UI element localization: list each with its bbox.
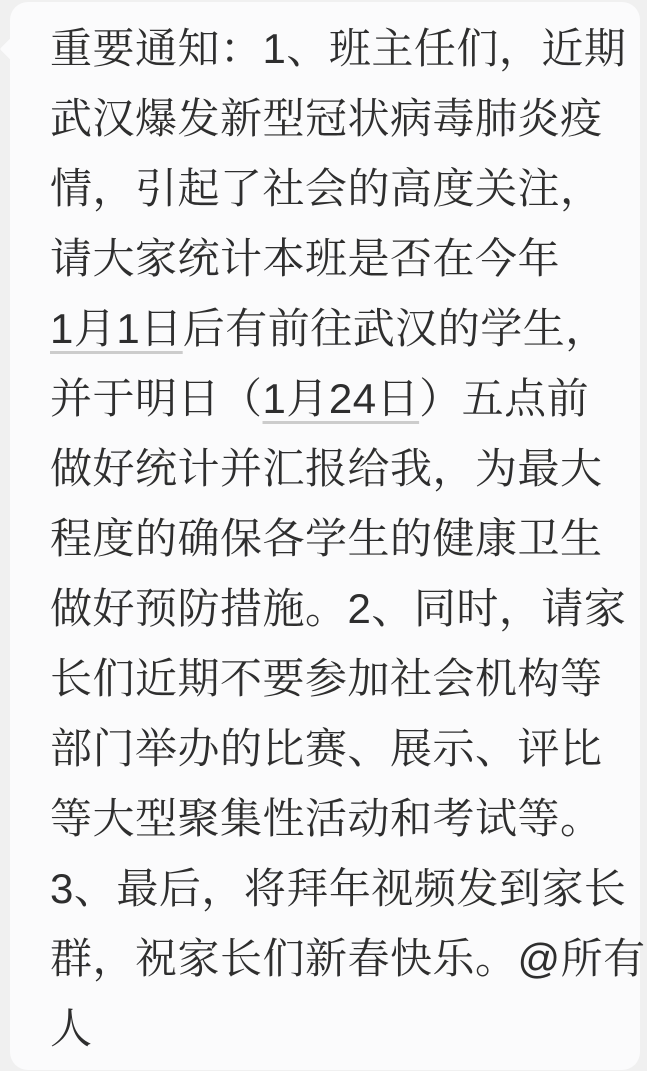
message-line: 3、最后，将拜年视频发到家长 xyxy=(50,865,627,912)
message-line: 长们近期不要参加社会机构等 xyxy=(50,655,603,702)
message-text: ）五点前 xyxy=(419,375,590,422)
message-line: 重要通知：1、班主任们，近期 xyxy=(50,25,627,72)
message-text: 并于明日（ xyxy=(50,375,263,422)
message-line: 人 xyxy=(50,1005,93,1052)
message-line: 做好统计并汇报给我，为最大 xyxy=(50,445,603,492)
message-line: 武汉爆发新型冠状病毒肺炎疫 xyxy=(50,95,603,142)
message-line: 群，祝家长们新春快乐。@所有 xyxy=(50,935,646,982)
message-line: 情，引起了社会的高度关注， xyxy=(50,165,603,212)
message-text-block xyxy=(50,14,646,1064)
message-line: 做好预防措施。2、同时，请家 xyxy=(50,585,627,632)
message-line: 程度的确保各学生的健康卫生 xyxy=(50,515,603,562)
date-link[interactable]: 1月24日 xyxy=(262,375,420,422)
message-text: 后有前往武汉的学生， xyxy=(182,305,608,352)
date-link[interactable]: 1月1日 xyxy=(50,305,183,352)
message-bubble[interactable] xyxy=(10,2,646,1070)
message-line: 请大家统计本班是否在今年 xyxy=(50,235,561,282)
message-line xyxy=(50,294,616,364)
message-line: 等大型聚集性活动和考试等。 xyxy=(50,795,603,842)
message-line xyxy=(50,364,616,434)
message-line: 部门举办的比赛、展示、评比 xyxy=(50,725,603,772)
